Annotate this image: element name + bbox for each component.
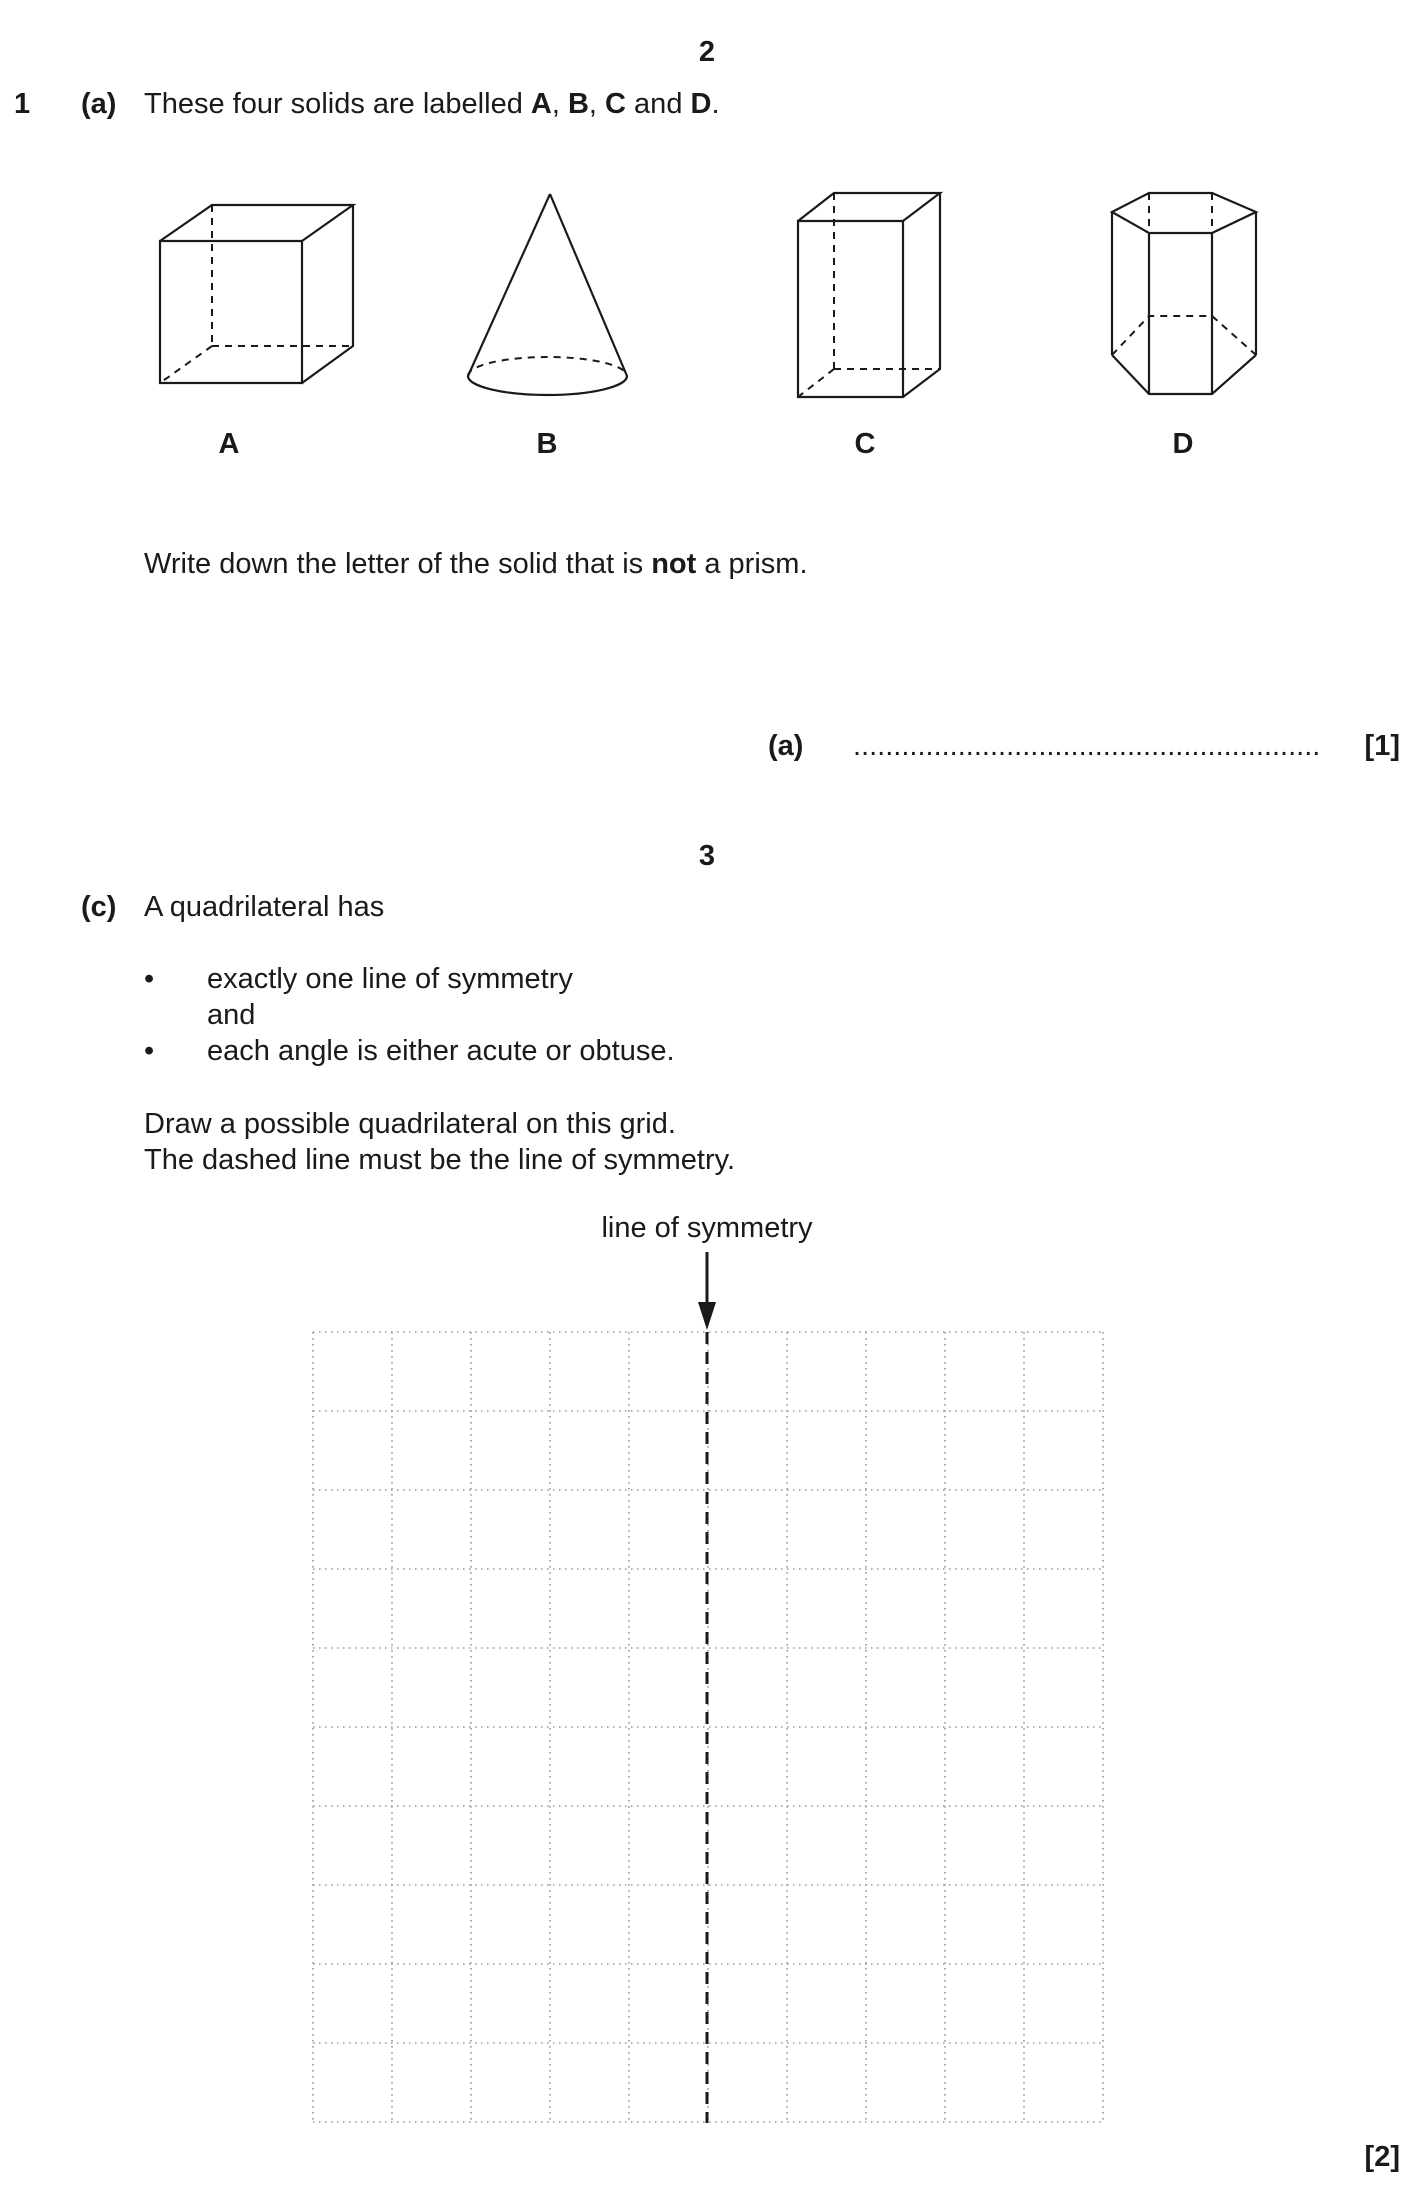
solid-label-b: B — [536, 428, 558, 460]
solid-label-c: C — [854, 428, 876, 460]
solid-label-a: A — [218, 428, 240, 460]
marks-1: [1] — [1364, 730, 1400, 762]
part-label-a: (a) — [81, 88, 117, 120]
question-intro: These four solids are labelled A, B, C and D. — [144, 88, 720, 120]
bullet-text-angles: each angle is either acute or obtuse. — [207, 1035, 675, 1067]
question-number: 1 — [14, 88, 31, 120]
instruction-dashed-line: The dashed line must be the line of symmetry. — [144, 1144, 736, 1176]
bullet-marker: • — [144, 963, 155, 995]
solid-label-d: D — [1172, 428, 1194, 460]
page-number-3: 3 — [698, 840, 716, 872]
instruction-not-prism: Write down the letter of the solid that is not a prism. — [144, 548, 808, 580]
arrow-down-icon — [698, 1302, 716, 1330]
part-label-c: (c) — [81, 891, 117, 923]
quadrilateral-intro: A quadrilateral has — [144, 891, 385, 923]
instruction-draw: Draw a possible quadrilateral on this grid. — [144, 1108, 676, 1140]
bullet-marker: • — [144, 1035, 155, 1067]
bullet-text-symmetry: exactly one line of symmetry — [207, 963, 573, 995]
page-number-2: 2 — [698, 36, 716, 68]
marks-2: [2] — [1364, 2141, 1400, 2173]
connector-and: and — [207, 999, 256, 1031]
arrow-label: line of symmetry — [601, 1212, 813, 1244]
answer-line[interactable]: .......................................................... — [853, 730, 1321, 762]
answer-label-a: (a) — [768, 730, 804, 762]
